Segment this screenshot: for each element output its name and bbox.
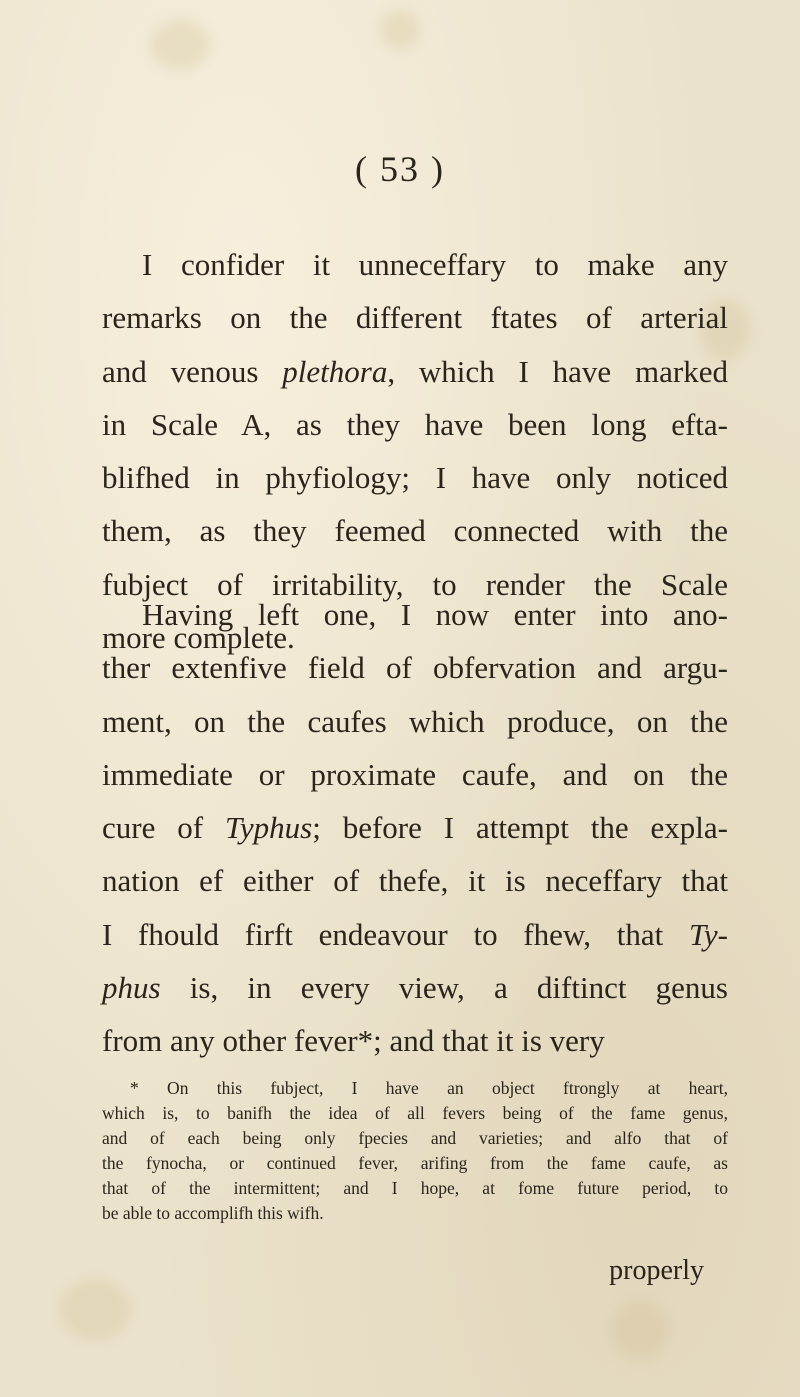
- italic-text-run: plethora: [282, 353, 388, 389]
- text-line: [102, 1151, 728, 1176]
- text-run: and venous: [102, 353, 283, 389]
- page-number: ( 53 ): [355, 149, 445, 189]
- text-line: [102, 695, 728, 748]
- text-line: [102, 504, 728, 557]
- text-run: them, as they feemed connected with the: [102, 513, 728, 549]
- italic-text-run: Ty-: [688, 916, 728, 952]
- text-line: [102, 238, 728, 291]
- text-run: and of each being only fpecies and varieties; and alfo that of: [102, 1128, 728, 1148]
- text-line: [102, 908, 728, 961]
- text-run: blifhed in phyfiology; I have only noticed: [102, 460, 728, 496]
- text-run: which is, to banifh the idea of all fevers being of the fame genus,: [102, 1103, 728, 1123]
- text-line: [102, 291, 728, 344]
- text-line: [102, 1176, 728, 1201]
- foxing-stain: [60, 1280, 130, 1340]
- text-run: more complete.: [102, 620, 295, 656]
- text-line: [102, 961, 728, 1014]
- text-line: [102, 1201, 728, 1226]
- text-run: cure of: [102, 810, 225, 846]
- text-line: [102, 1126, 728, 1151]
- text-line: [102, 641, 728, 694]
- text-run: the fynocha, or continued fever, arifing from the fame caufe, as: [102, 1153, 728, 1173]
- footnote: [102, 1076, 728, 1226]
- text-run: ; before I attempt the expla-: [312, 810, 728, 846]
- text-run: I confider it unneceffary to make any: [142, 247, 728, 282]
- text-run: nation ef either of thefe, it is neceffary that: [102, 863, 728, 899]
- text-run: remarks on the different ftates of arterial: [102, 300, 728, 336]
- foxing-stain: [380, 10, 420, 50]
- text-run: that of the intermittent; and I hope, at fome future period, to: [102, 1178, 728, 1198]
- text-run: , which I have marked: [387, 353, 728, 389]
- text-run: Having left one, I now enter into ano-: [142, 597, 728, 632]
- foxing-stain: [150, 20, 210, 70]
- text-run: ment, on the caufes which produce, on the: [102, 703, 728, 739]
- italic-text-run: phus: [102, 970, 161, 1006]
- text-line: [102, 1076, 728, 1101]
- italic-text-run: Typhus: [224, 810, 313, 846]
- text-line: [102, 451, 728, 504]
- text-line: [102, 1101, 728, 1126]
- text-line: [102, 1014, 728, 1067]
- paragraph-2: [102, 588, 728, 1068]
- text-run: fubject of irritability, to render the Scale: [102, 566, 728, 602]
- text-line: [102, 345, 728, 398]
- text-line: [102, 588, 728, 641]
- text-line: [102, 748, 728, 801]
- catchword: properly: [609, 1255, 704, 1286]
- text-line: [102, 801, 728, 854]
- text-line: [102, 854, 728, 907]
- text-run: in Scale A, as they have been long efta-: [102, 406, 728, 442]
- text-run: * On this fubject, I have an object ftrongly at heart,: [130, 1078, 728, 1098]
- text-line: [102, 398, 728, 451]
- text-run: from any other fever*; and that it is very: [102, 1023, 605, 1059]
- text-run: I fhould firft endeavour to fhew, that: [102, 916, 689, 952]
- text-run: immediate or proximate caufe, and on the: [102, 756, 728, 792]
- text-run: ther extenfive field of obfervation and argu-: [102, 650, 728, 686]
- text-run: be able to accomplifh this wifh.: [102, 1203, 324, 1223]
- foxing-stain: [610, 1300, 670, 1360]
- text-run: is, in every view, a diftinct genus: [160, 970, 728, 1006]
